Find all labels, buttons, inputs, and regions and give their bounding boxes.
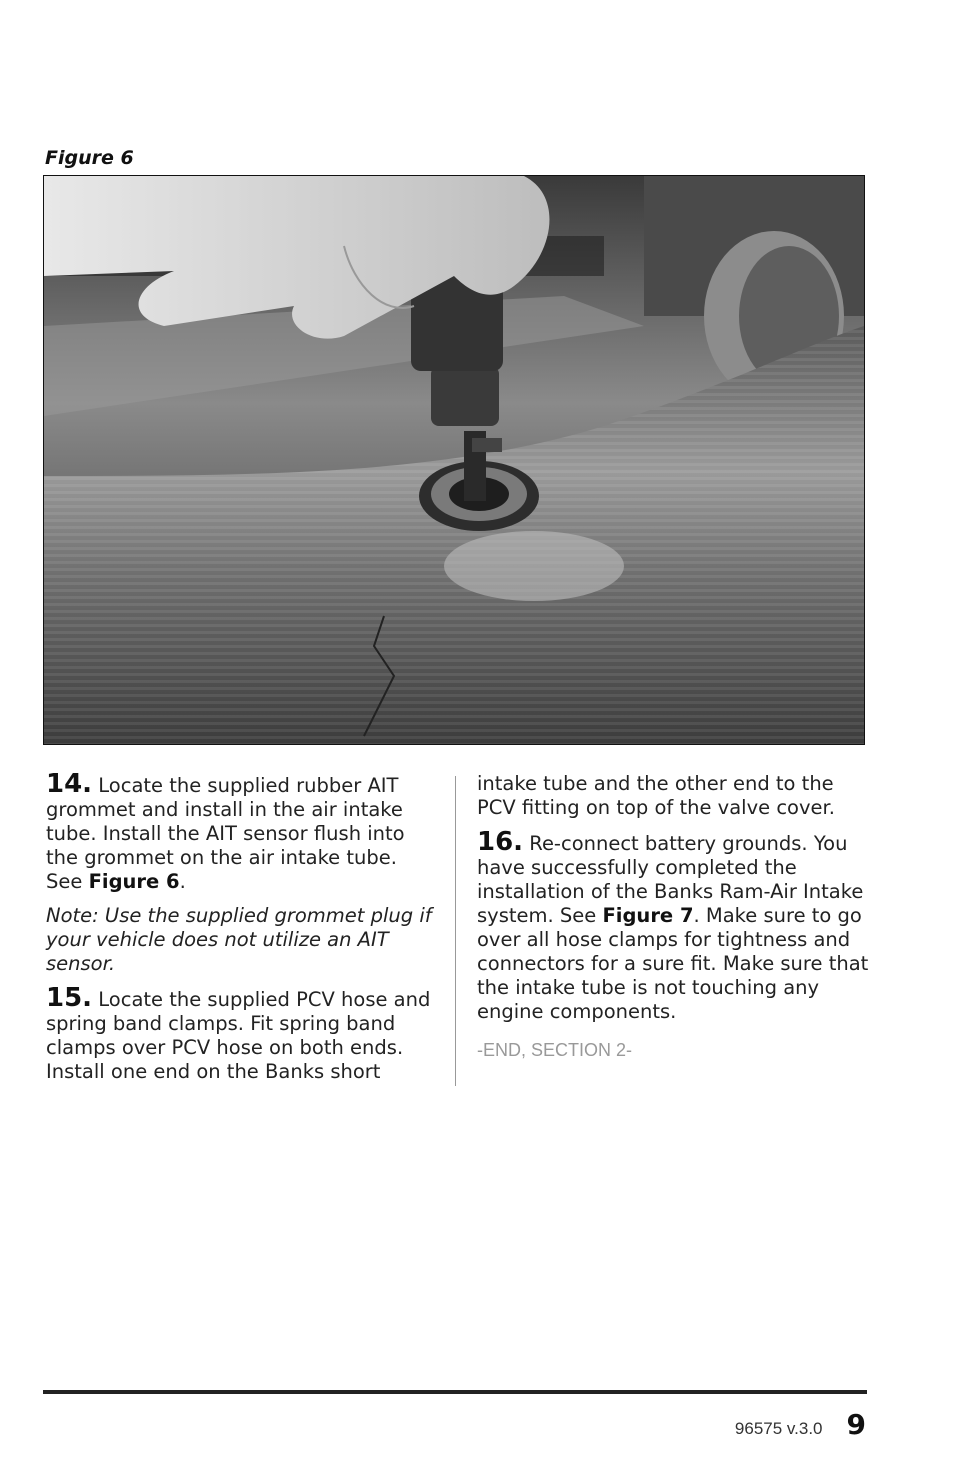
document-version: 96575 v.3.0	[734, 1419, 823, 1438]
figure-6-reference: Figure 6	[88, 870, 180, 893]
step-14	[46, 769, 438, 894]
end-section-marker: -END, SECTION 2-	[477, 1040, 633, 1060]
step-16	[477, 827, 869, 1024]
grommet-note: Note: Use the supplied grommet plug if your vehicle does not utilize an AIT sensor.	[46, 904, 432, 975]
step-16-text: Re-connect battery grounds. You have successfully completed the installation of the Banks Ram-Air Intake system. See	[477, 832, 864, 927]
left-column	[46, 769, 438, 1094]
right-column	[477, 772, 869, 1072]
figure-caption: Figure 6	[45, 147, 134, 169]
step-15-text: Locate the supplied PCV hose and spring band clamps. Fit spring band clamps over PCV hose on both ends. Install one end on the Banks short	[46, 988, 431, 1083]
step-16-number: 16.	[477, 827, 524, 857]
step-14-text-end: .	[179, 870, 186, 893]
step-15-continued: intake tube and the other end to the PCV fitting on top of the valve cover.	[477, 772, 835, 819]
page-footer	[735, 1408, 866, 1441]
step-16-text-end: . Make sure to go over all hose clamps for tightness and connectors for a sure fit. Make sure that the intake tube is not touching any engine components.	[477, 904, 869, 1023]
step-15	[46, 983, 438, 1084]
step-15-number: 15.	[46, 983, 93, 1013]
step-14-text: Locate the supplied rubber AIT grommet and install in the air intake tube. Install the AIT sensor flush into the grommet on the air intake tube. See	[46, 774, 405, 893]
page-number: 9	[846, 1408, 866, 1441]
footer-rule	[43, 1390, 867, 1394]
column-divider	[455, 776, 456, 1086]
step-14-number: 14.	[46, 769, 93, 799]
figure-7-reference: Figure 7	[602, 904, 694, 927]
figure-photo	[43, 175, 865, 745]
